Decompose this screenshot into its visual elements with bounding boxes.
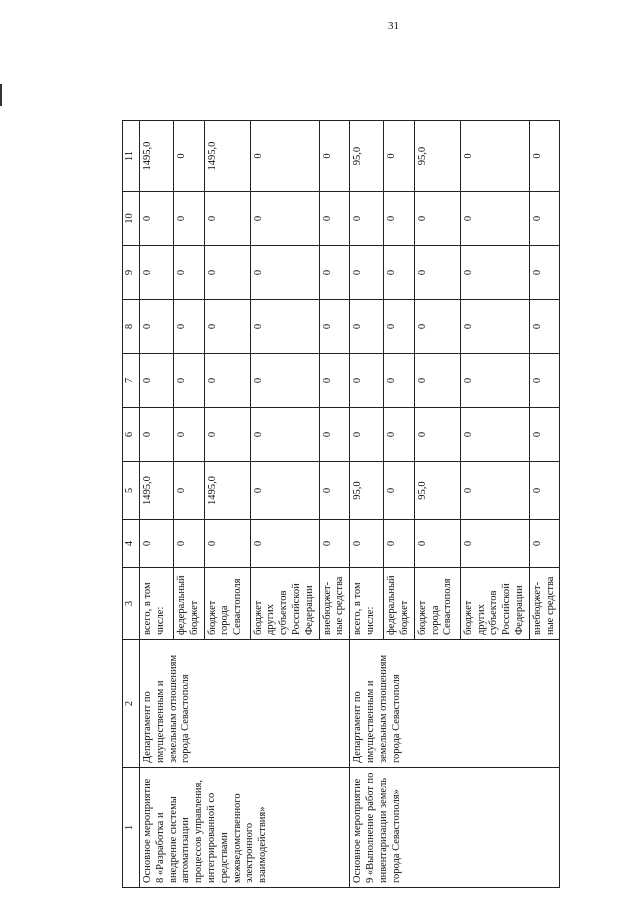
amount-cell: 0: [174, 300, 205, 354]
amount-cell: 0: [384, 354, 415, 408]
funding-source-cell: внебюджет-ные средства: [529, 568, 560, 640]
amount-cell: 0: [460, 520, 529, 568]
executor-cell: Департамент по имущественным и земельным отношениям города Севастополя: [350, 640, 560, 768]
amount-cell: 0: [250, 121, 319, 192]
amount-cell: 0: [414, 354, 460, 408]
amount-cell: 0: [250, 246, 319, 300]
amount-cell: 0: [140, 246, 174, 300]
amount-cell: 0: [319, 354, 350, 408]
rotated-table-container: [122, 121, 609, 888]
amount-cell: 0: [250, 300, 319, 354]
amount-cell: 0: [250, 192, 319, 246]
amount-cell: 0: [140, 354, 174, 408]
page-number: 31: [388, 20, 399, 32]
funding-source-cell: внебюджет-ные средства: [319, 568, 350, 640]
amount-cell: 0: [529, 462, 560, 520]
table-body: [123, 121, 560, 888]
amount-cell: 1495,0: [204, 121, 250, 192]
amount-cell: 0: [414, 408, 460, 462]
amount-cell: 0: [140, 300, 174, 354]
funding-source-cell: бюджет других субъектов Российской Федерации: [460, 568, 529, 640]
amount-cell: 0: [384, 300, 415, 354]
amount-cell: 0: [174, 408, 205, 462]
header-cell: 6: [123, 408, 140, 462]
amount-cell: 0: [414, 300, 460, 354]
amount-cell: 0: [204, 192, 250, 246]
amount-cell: 0: [204, 300, 250, 354]
amount-cell: 0: [319, 300, 350, 354]
amount-cell: 0: [319, 192, 350, 246]
header-cell: 8: [123, 300, 140, 354]
funding-source-cell: федеральный бюджет: [174, 568, 205, 640]
amount-cell: 0: [350, 520, 384, 568]
amount-cell: 0: [204, 354, 250, 408]
amount-cell: 95,0: [350, 462, 384, 520]
amount-cell: 0: [529, 520, 560, 568]
amount-cell: 0: [204, 246, 250, 300]
margin-mark: [0, 84, 2, 106]
amount-cell: 0: [529, 192, 560, 246]
table-row: [140, 121, 174, 888]
amount-cell: 0: [384, 121, 415, 192]
header-cell: 5: [123, 462, 140, 520]
amount-cell: 0: [204, 520, 250, 568]
amount-cell: 0: [140, 520, 174, 568]
budget-table: [122, 120, 560, 888]
header-cell: 11: [123, 121, 140, 192]
amount-cell: 0: [414, 192, 460, 246]
amount-cell: 0: [250, 408, 319, 462]
amount-cell: 0: [174, 520, 205, 568]
amount-cell: 0: [460, 192, 529, 246]
amount-cell: 0: [529, 408, 560, 462]
amount-cell: 95,0: [414, 121, 460, 192]
funding-source-cell: федеральный бюджет: [384, 568, 415, 640]
executor-cell: Департамент по имущественным и земельным отношениям города Севастополя: [140, 640, 350, 768]
header-cell: 3: [123, 568, 140, 640]
amount-cell: 0: [250, 462, 319, 520]
amount-cell: 0: [460, 121, 529, 192]
amount-cell: 0: [174, 246, 205, 300]
amount-cell: 0: [319, 246, 350, 300]
header-cell: 9: [123, 246, 140, 300]
amount-cell: 0: [250, 520, 319, 568]
funding-source-cell: всего, в том числе:: [140, 568, 174, 640]
header-cell: 1: [123, 768, 140, 888]
amount-cell: 0: [140, 192, 174, 246]
amount-cell: 0: [174, 462, 205, 520]
amount-cell: 0: [319, 408, 350, 462]
amount-cell: 0: [174, 192, 205, 246]
activity-name-cell: Основное мероприятие 8 «Разработка и внедрение системы автоматизации процессов управления, интегрированной со средствами межведомственного электронного взаимодействия»: [140, 768, 350, 888]
amount-cell: 1495,0: [140, 462, 174, 520]
amount-cell: 0: [350, 246, 384, 300]
amount-cell: 95,0: [414, 462, 460, 520]
header-row: [123, 121, 140, 888]
amount-cell: 0: [384, 520, 415, 568]
funding-source-cell: всего, в том числе:: [350, 568, 384, 640]
amount-cell: 0: [174, 354, 205, 408]
amount-cell: 0: [384, 246, 415, 300]
header-cell: 4: [123, 520, 140, 568]
amount-cell: 0: [529, 121, 560, 192]
funding-source-cell: бюджет других субъектов Российской Федерации: [250, 568, 319, 640]
amount-cell: 0: [350, 300, 384, 354]
amount-cell: 1495,0: [204, 462, 250, 520]
amount-cell: 1495,0: [140, 121, 174, 192]
header-cell: 2: [123, 640, 140, 768]
amount-cell: 0: [140, 408, 174, 462]
amount-cell: 0: [350, 354, 384, 408]
header-cell: 7: [123, 354, 140, 408]
amount-cell: 0: [204, 408, 250, 462]
amount-cell: 0: [319, 121, 350, 192]
amount-cell: 0: [460, 354, 529, 408]
amount-cell: 0: [529, 246, 560, 300]
amount-cell: 0: [460, 408, 529, 462]
amount-cell: 0: [350, 192, 384, 246]
header-cell: 10: [123, 192, 140, 246]
amount-cell: 0: [460, 246, 529, 300]
amount-cell: 95,0: [350, 121, 384, 192]
amount-cell: 0: [350, 408, 384, 462]
amount-cell: 0: [319, 520, 350, 568]
funding-source-cell: бюджет города Севастополя: [204, 568, 250, 640]
amount-cell: 0: [319, 462, 350, 520]
amount-cell: 0: [384, 408, 415, 462]
table-row: [350, 121, 384, 888]
amount-cell: 0: [460, 300, 529, 354]
funding-source-cell: бюджет города Севастополя: [414, 568, 460, 640]
amount-cell: 0: [384, 462, 415, 520]
activity-name-cell: Основное мероприятие 9 «Выполнение работ по инвентаризации земель города Севастополя»: [350, 768, 560, 888]
amount-cell: 0: [460, 462, 529, 520]
amount-cell: 0: [529, 354, 560, 408]
amount-cell: 0: [414, 246, 460, 300]
amount-cell: 0: [384, 192, 415, 246]
amount-cell: 0: [174, 121, 205, 192]
amount-cell: 0: [414, 520, 460, 568]
amount-cell: 0: [250, 354, 319, 408]
amount-cell: 0: [529, 300, 560, 354]
